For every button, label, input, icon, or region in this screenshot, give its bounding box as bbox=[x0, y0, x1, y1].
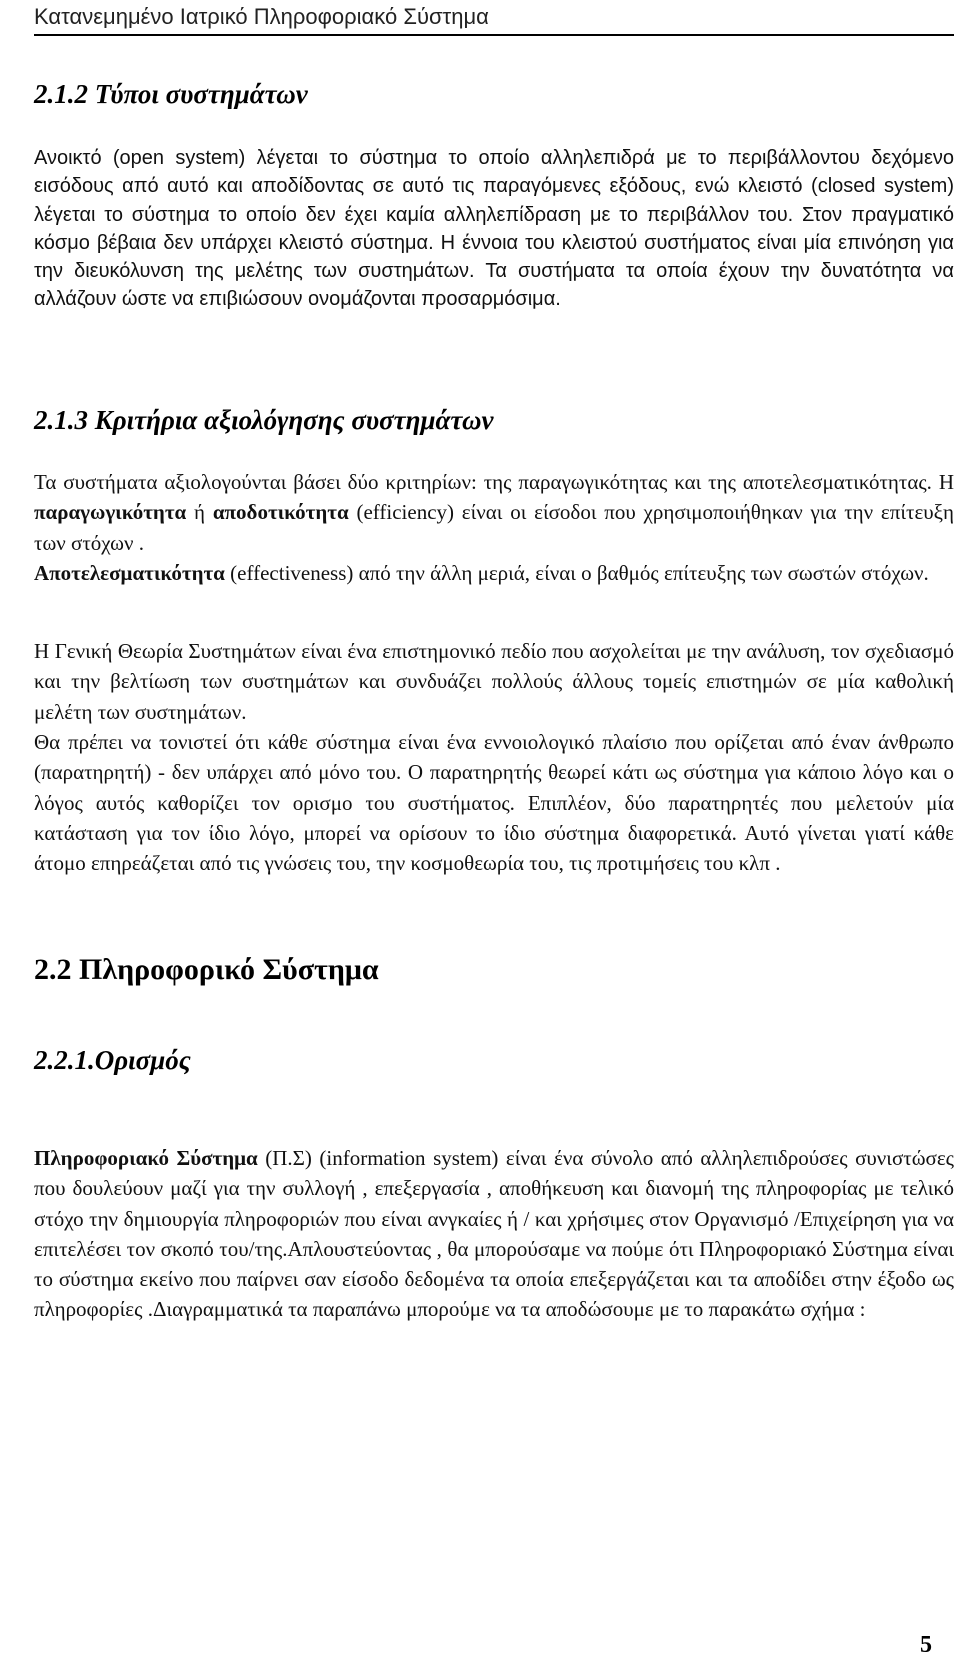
term-information-system: Πληροφοριακό Σύστημα bbox=[34, 1146, 258, 1170]
paragraph-observer: Θα πρέπει να τονιστεί ότι κάθε σύστημα είναι ένα εννοιολογικό πλαίσιο που ορίζεται από έναν άνθρωπο (παρατηρητή) - δεν υπάρχει από μόνο του. Ο παρατηρητής θεωρεί κάτι ως σύστημα για κάποιο λόγο και ο λόγος αυτός καθορίζει τον ορισμο του συστήματος. Επιπλέον, δύο παρατηρητές που μελετούν μία κατάσταση για τον ίδιο λόγο, μπορεί να ορίσουν το ίδιο σύστημα διαφορετικά. Αυτό γίνεται γιατί κάθε άτομο επηρεάζεται από τις γνώσεις του, την κοσμοθεωρία του, τις προτιμήσεις του κλπ . bbox=[34, 730, 954, 876]
criteria-text-c: (efficiency) είναι οι είσοδοι που χρησιμοποιήθηκαν για την επίτευξη των στόχων . bbox=[34, 500, 955, 555]
heading-2-2-1: 2.2.1.Ορισμός bbox=[34, 1045, 191, 1075]
term-productivity: παραγωγικότητα bbox=[34, 500, 187, 525]
criteria-text-d: (effectiveness) από την άλλη μεριά, είναι ο βαθμός επίτευξης των σωστών στόχων. bbox=[224, 560, 929, 585]
page-number: 5 bbox=[920, 1632, 932, 1658]
term-effectiveness: Αποτελεσματικότητα bbox=[34, 560, 225, 585]
criteria-text-a: Τα συστήματα αξιολογούνται βάσει δύο κριτηρίων: της παραγωγικότητας και της αποτελεσματικότητας. Η bbox=[34, 470, 954, 494]
heading-2-1-3: 2.1.3 Κριτήρια αξιολόγησης συστημάτων bbox=[34, 405, 494, 435]
heading-2-2: 2.2 Πληροφορικό Σύστημα bbox=[34, 953, 379, 986]
paragraph-information-system-definition bbox=[34, 1143, 954, 1325]
term-efficiency: αποδοτικότητα bbox=[212, 500, 349, 525]
paragraph-system-types: Ανοικτό (open system) λέγεται το σύστημα το οποίο αλληλεπιδρά με το περιβάλλοντου δεχόμενο εισόδους από αυτό και αποδίδοντας σε αυτό τις παραγόμενες εξόδους, ενώ κλειστό (closed system) λέγεται το σύστημα το οποίο δεν έχει καμία αλληλεπίδραση με το περιβάλλον του. Στον πραγματικό κόσμο βέβαια δεν υπάρχει κλειστό σύστημα. Η έννοια του κλειστού συστήματος είναι μία επινόηση για την διευκόλυνση της μελέτης των συστημάτων. Τα συστήματα τα οποία έχουν την δυνατότητα να αλλάζουν ώστε να επιβιώσουν ονομάζονται προσαρμόσιμα. bbox=[34, 147, 954, 311]
paragraph-general-systems-theory: Η Γενική Θεωρία Συστημάτων είναι ένα επιστημονικό πεδίο που ασχολείται με την ανάλυση, τον σχεδιασμό και την βελτίωση των συστημάτων και συνδυάζει πολλούς άλλους τομείς επιστημών σε μία καθολική μελέτη των συστημάτων. bbox=[34, 639, 954, 724]
definition-text: (Π.Σ) (information system) είναι ένα σύνολο από αλληλεπιδρούσες συνιστώσες που δουλεύουν μαζί για την συλλογή , επεξεργασία , αποθήκευση και διανομή της πληροφορίας με τελικό στόχο την δημιουργία πληροφοριών που είναι ανγκαίες ή / και χρήσιμες στον Οργανισμό /Επιχείρηση για να επιτελέσει τον σκοπό του/της.Απλουστεύοντας , θα μπορούσαμε να πούμε ότι Πληροφοριακό Σύστημα είναι το σύστημα εκείνο που παίρνει σαν είσοδο δεδομένα τα οποία επεξεργάζεται και τα αποδίδει στην έξοδο ως πληροφορίες .Διαγραμματικά τα παραπάνω μπορούμε να τα αποδώσουμε με το παρακάτω σχήμα : bbox=[34, 1146, 954, 1322]
header-rule bbox=[34, 34, 954, 36]
criteria-text-b: ή bbox=[186, 500, 213, 525]
heading-2-1-2: 2.1.2 Τύποι συστημάτων bbox=[34, 79, 308, 109]
paragraph-evaluation-criteria bbox=[34, 467, 954, 588]
running-header: Κατανεμημένο Ιατρικό Πληροφοριακό Σύστημα bbox=[34, 4, 489, 29]
